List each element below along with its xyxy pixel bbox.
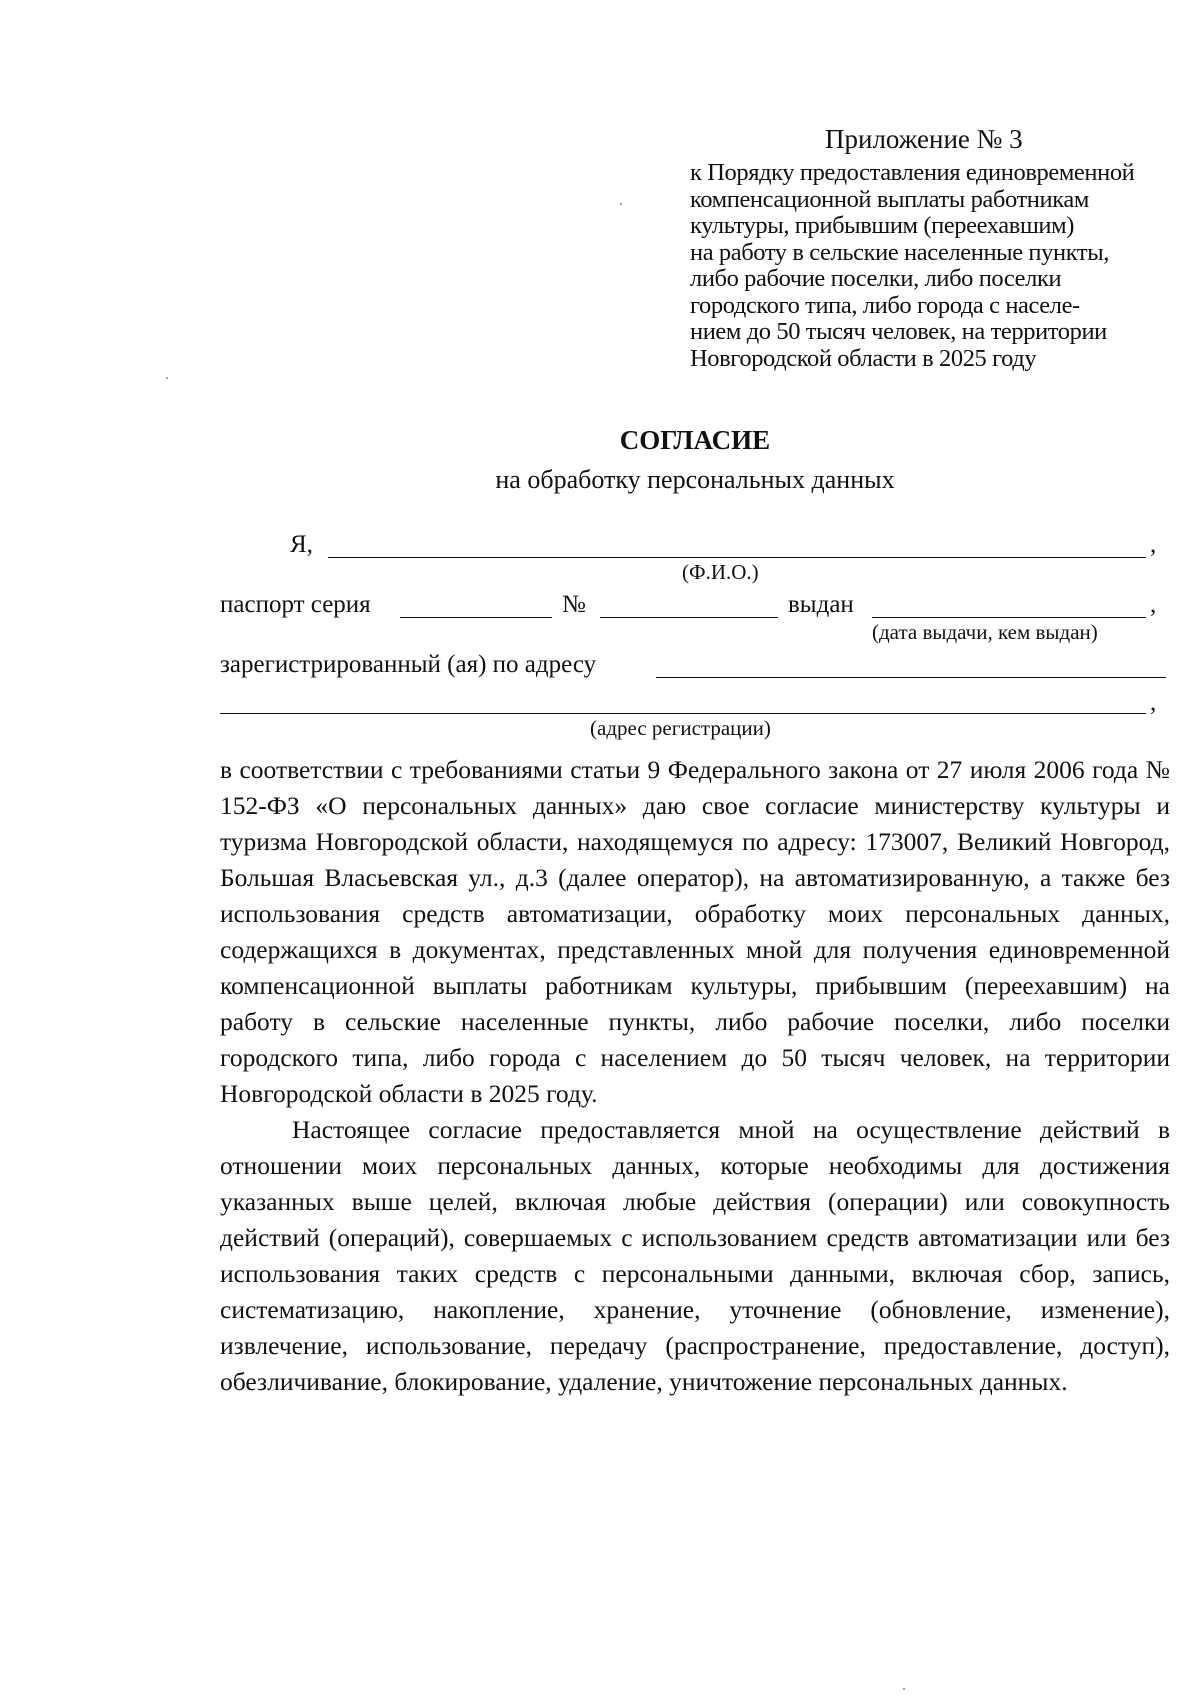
passport-series-field[interactable] <box>400 617 552 618</box>
passport-number-field[interactable] <box>600 617 778 618</box>
appendix-line: либо рабочие поселки, либо поселки <box>690 265 1062 292</box>
scan-speck <box>620 203 622 205</box>
address-label: зарегистрированный (ая) по адресу <box>220 651 597 678</box>
issued-comma: , <box>1150 591 1157 618</box>
appendix-line: на работу в сельские населенные пункты, <box>690 238 1109 266</box>
address-field-line-1[interactable] <box>656 677 1166 678</box>
appendix-title: Приложение № 3 <box>825 124 1023 154</box>
fio-caption: (Ф.И.О.) <box>682 560 759 584</box>
appendix-line: Новгородской области в 2025 году <box>690 344 1037 372</box>
address-field-line-2[interactable] <box>220 713 1146 714</box>
appendix-line: городского типа, либо города с населе- <box>690 291 1080 319</box>
fio-field[interactable] <box>328 557 1146 558</box>
document-title: СОГЛАСИЕ <box>619 425 771 455</box>
scan-speck <box>903 1688 905 1690</box>
appendix-line: нием до 50 тысяч человек, на территории <box>690 318 1107 345</box>
passport-number-label: № <box>562 591 586 618</box>
issued-field[interactable] <box>872 617 1146 618</box>
appendix-line: культуры, прибывшим (переехавшим) <box>690 212 1074 239</box>
passport-series-label: паспорт серия <box>220 591 371 618</box>
ya-label: Я, <box>290 531 313 558</box>
appendix-reference <box>690 160 1170 372</box>
issued-label: выдан <box>788 591 854 618</box>
appendix-line: к Порядку предоставления единовременной <box>690 159 1135 186</box>
consent-paragraph-1: в соответствии с требованиями статьи 9 Федерального закона от 27 июля 2006 года № 152-ФЗ «О персональных данных» даю свое согласие министерству культуры и туризма Новгородской области, находящемуся по адресу: 173007, Великий Новгород, Большая Власьевская ул., д.3 (далее оператор), на автоматизированную, а также без использования средств автоматизации, обработку моих персональных данных, содержащихся в документах, представленных мной для получения единовременной компенсационной выплаты работникам культуры, прибывшим (переехавшим) на работу в сельские населенные пункты, либо рабочие поселки, либо поселки городского типа, либо города с населением до 50 тысяч человек, на территории Новгородской области в 2025 году. <box>220 755 1170 1108</box>
consent-body <box>220 752 1170 1400</box>
address-comma: , <box>1150 689 1157 716</box>
scan-speck <box>166 377 168 379</box>
appendix-line: компенсационной выплаты работникам <box>690 185 1089 213</box>
address-caption: (адрес регистрации) <box>590 716 771 740</box>
consent-paragraph-2: Настоящее согласие предоставляется мной на осуществление действий в отношении моих персональных данных, которые необходимы для достижения указанных выше целей, включая любые действия (операции) или совокупность действий (операций), совершаемых с использованием средств автоматизации или без использования таких средств с персональными данными, включая сбор, запись, систематизацию, накопление, хранение, уточнение (обновление, изменение), извлечение, использование, передачу (распространение, предоставление, доступ), обезличивание, блокирование, удаление, уничтожение персональных данных. <box>220 1115 1170 1396</box>
document-subtitle: на обработку персональных данных <box>495 465 895 494</box>
fio-comma: , <box>1150 531 1157 558</box>
issued-caption: (дата выдачи, кем выдан) <box>872 620 1098 644</box>
